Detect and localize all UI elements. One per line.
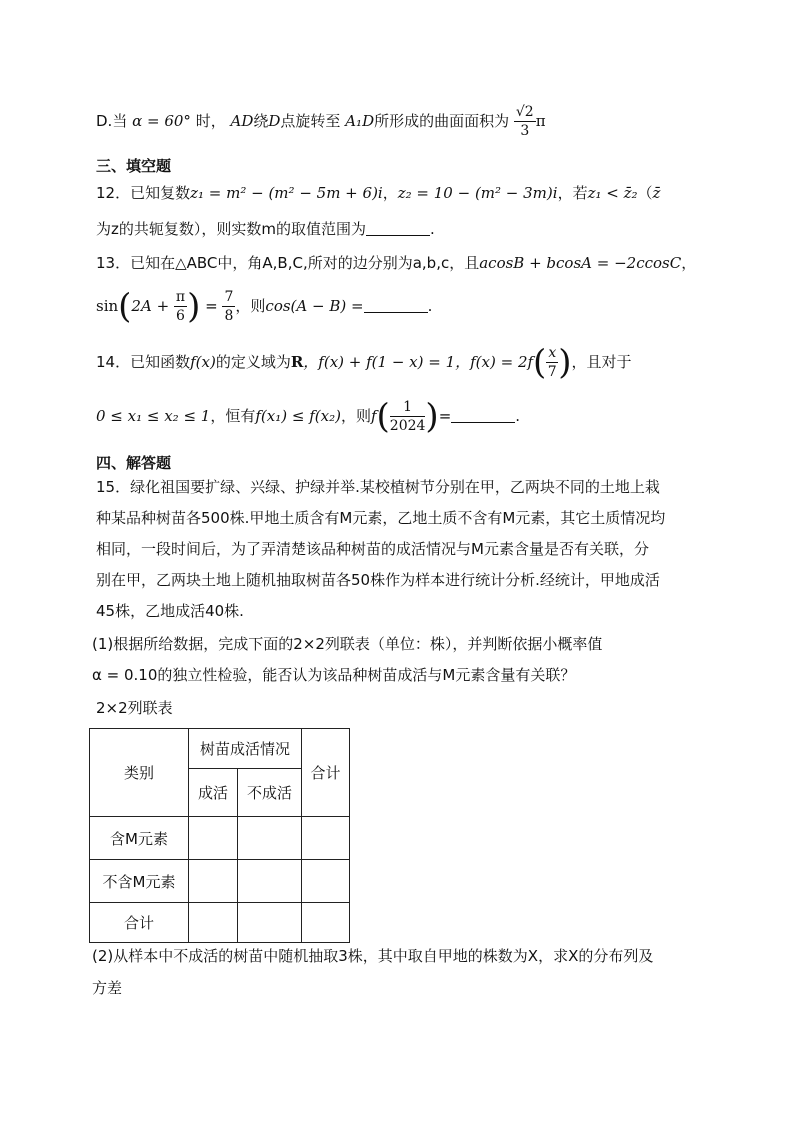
question-15-part1 <box>92 629 696 691</box>
q14-text: 的定义域为 <box>215 353 291 371</box>
q12-text: ，若 <box>557 184 588 202</box>
question-15-part2 <box>92 940 696 1004</box>
area-fraction <box>514 103 536 140</box>
option-d <box>96 103 546 140</box>
q15-line: 45株，乙地成活40株. <box>96 602 244 620</box>
q14-f: f <box>370 407 377 425</box>
option-d-text: 绕 <box>253 112 269 130</box>
fraction-numerator: 7 <box>224 289 234 305</box>
q15-line: 15．绿化祖国要扩绿、兴绿、护绿并举.某校植树节分别在甲，乙两块不同的土地上栽 <box>96 478 660 496</box>
one-over-2024 <box>390 398 426 435</box>
table-caption: 2×2列联表 <box>96 699 173 717</box>
table-row-label: 合计 <box>90 903 189 943</box>
q12-text: 12．已知复数 <box>96 184 191 202</box>
q14-real-set: R <box>290 353 304 371</box>
table-cell[interactable] <box>302 817 350 860</box>
left-paren: ( <box>118 286 132 327</box>
option-d-label: D.当 <box>96 112 128 130</box>
question-14-line2 <box>96 396 520 436</box>
segment-ad: AD <box>230 112 254 130</box>
table-cell[interactable] <box>238 860 302 903</box>
fraction-denominator: 8 <box>224 308 234 324</box>
q13-cos: cos(A − B) = <box>265 297 364 315</box>
q14-text: = <box>438 407 452 425</box>
option-d-condition: α = 60° <box>132 112 191 130</box>
q14-text: ，且对于 <box>571 353 632 371</box>
right-paren: ) <box>425 396 439 437</box>
option-d-text: 时， <box>195 112 226 130</box>
point-d: D <box>268 112 281 130</box>
segment-a1d: A₁D <box>345 112 375 130</box>
question-12-line2 <box>96 218 435 240</box>
table-cell[interactable] <box>302 903 350 943</box>
q12-zbar: z̄ <box>652 184 661 202</box>
question-15-body <box>96 472 700 627</box>
q14-text: . <box>515 407 521 425</box>
q13-argument: 2A + <box>131 297 174 315</box>
question-12-line1 <box>96 182 660 204</box>
q13-text: . <box>427 297 433 315</box>
table-header-category: 类别 <box>90 729 189 817</box>
right-paren: ) <box>558 342 572 383</box>
q13-text: ，则 <box>235 297 266 315</box>
q15-line: 种某品种树苗各500株.甲地土质含有M元素，乙地土质不含有M元素，其它土质情况均 <box>96 509 666 527</box>
answer-blank[interactable] <box>364 296 428 313</box>
x-over-seven <box>546 344 558 381</box>
question-13-line2: sin(2A + $\frac{\pi}{6}$ ) = $\frac{7}{8}$ ，则cos(A − B) = . <box>96 286 433 327</box>
table-row-label: 不含M元素 <box>90 860 189 903</box>
q15-part1-line: α = 0.10的独立性检验，能否认为该品种树苗成活与M元素含量有关联？ <box>92 666 576 684</box>
section-title-fill-blank: 三、填空题 <box>96 157 172 175</box>
q12-text: ， <box>382 184 398 202</box>
table-cell[interactable] <box>302 860 350 903</box>
fraction-numerator: π <box>175 289 186 305</box>
fraction-denominator: 7 <box>547 364 557 380</box>
right-paren: ) <box>187 286 201 327</box>
fraction-numerator: x <box>548 345 557 361</box>
table-header-group: 树苗成活情况 <box>189 729 302 769</box>
q12-text: 为z的共轭复数），则实数m的取值范围为 <box>96 220 366 238</box>
question-13-line1 <box>96 252 696 274</box>
q12-condition: z₁ < z̄₂ <box>587 184 638 202</box>
q15-part2-line: (2)从样本中不成活的树苗中随机抽取3株，其中取自甲地的株数为X，求X的分布列及 <box>92 947 654 965</box>
section-title-solutions: 四、解答题 <box>96 454 172 472</box>
question-14-line1 <box>96 342 632 382</box>
q14-text: ，恒有 <box>210 407 256 425</box>
q15-line: 相同，一段时间后，为了弄清楚该品种树苗的成活情况与M元素含量是否有关联，分 <box>96 540 649 558</box>
q14-text: ，则 <box>340 407 371 425</box>
q14-fx: f(x) <box>190 353 216 371</box>
q14-inequality: f(x₁) ≤ f(x₂) <box>255 407 341 425</box>
option-d-text: 所形成的曲面面积为 <box>374 112 510 130</box>
q12-text: （ <box>637 184 653 202</box>
answer-blank[interactable] <box>451 406 515 423</box>
q14-equation: ，f(x) + f(1 − x) = 1，f(x) = 2f <box>303 353 534 371</box>
q12-z2: z₂ = 10 − (m² − 3m)i <box>397 184 558 202</box>
q15-part1-line: (1)根据所给数据，完成下面的2×2列联表（单位：株），并判断依据小概率值 <box>92 635 603 653</box>
q13-sin: sin <box>96 297 119 315</box>
table-header-alive: 成活 <box>189 769 238 817</box>
option-d-text: 点旋转至 <box>280 112 341 130</box>
left-paren: ( <box>376 396 390 437</box>
q13-text: ， <box>681 254 697 272</box>
q15-part2-line: 方差 <box>92 979 123 997</box>
q14-range: 0 ≤ x₁ ≤ x₂ ≤ 1 <box>96 407 211 425</box>
q12-z1: z₁ = m² − (m² − 5m + 6)i <box>190 184 383 202</box>
left-paren: ( <box>533 342 547 383</box>
q12-text: . <box>430 220 435 238</box>
fraction-denominator: 2024 <box>389 418 426 434</box>
table-cell[interactable] <box>238 817 302 860</box>
table-cell[interactable] <box>189 903 238 943</box>
seven-eighths <box>222 288 235 325</box>
pi-over-six <box>174 288 187 325</box>
pi-symbol: π <box>535 112 546 130</box>
table-cell[interactable] <box>238 903 302 943</box>
q13-text: 13．已知在△ABC中，角A,B,C,所对的边分别为a,b,c，且 <box>96 254 480 272</box>
answer-blank[interactable] <box>366 219 430 236</box>
q15-line: 别在甲，乙两块土地上随机抽取树苗各50株作为样本进行统计分析.经统计，甲地成活 <box>96 571 660 589</box>
fraction-denominator: 6 <box>176 308 185 324</box>
contingency-table <box>89 728 350 943</box>
q13-equation: acosB + bcosA = −2ccosC <box>479 254 682 272</box>
q14-text: 14．已知函数 <box>96 353 191 371</box>
table-header-dead: 不成活 <box>238 769 302 817</box>
table-cell[interactable] <box>189 860 238 903</box>
table-header-total: 合计 <box>302 729 350 817</box>
fraction-numerator: √2 <box>515 104 534 120</box>
fraction-numerator: 1 <box>390 398 426 417</box>
table-cell[interactable] <box>189 817 238 860</box>
table-row-label: 含M元素 <box>90 817 189 860</box>
fraction-denominator: 3 <box>520 123 530 139</box>
